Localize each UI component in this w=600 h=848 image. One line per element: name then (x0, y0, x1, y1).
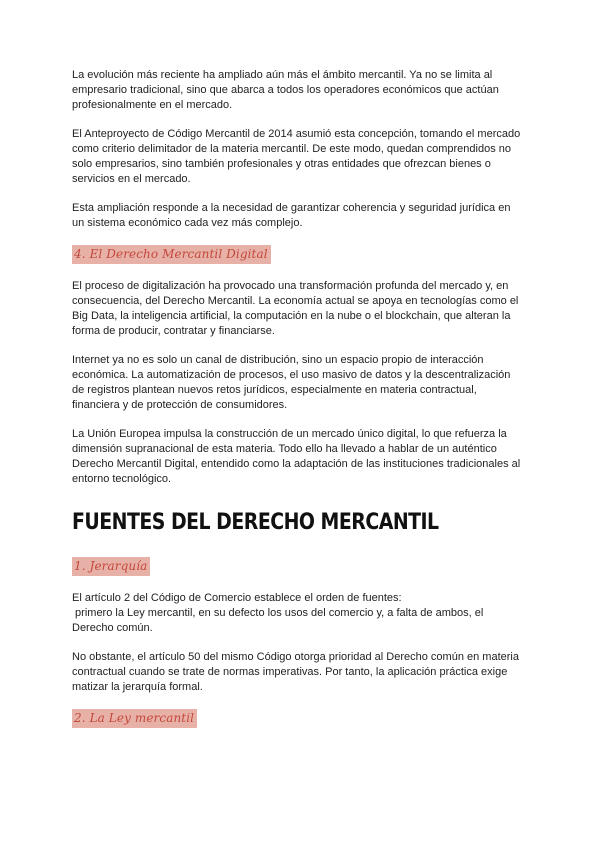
section-4-heading: 4. El Derecho Mercantil Digital (72, 245, 271, 264)
paragraph (72, 353, 528, 413)
text-line: solo empresarios, sino también profesionales y otras entidades que ofrezcan bienes o (72, 158, 491, 170)
text-line: El artículo 2 del Código de Comercio establece el orden de fuentes: (72, 592, 402, 604)
text-line: forma de producir, contratar y financiarse. (72, 325, 275, 337)
text-line: Derecho Mercantil Digital, entendido como la adaptación de las instituciones tradicionales al (72, 458, 521, 470)
text-line: de registros plantean nuevos retos jurídicos, especialmente en materia contractual, (72, 384, 477, 396)
text-line: consecuencia, del Derecho Mercantil. La economía actual se apoya en tecnologías como el (72, 295, 519, 307)
ley-mercantil-heading: 2. La Ley mercantil (72, 709, 197, 728)
section-4-body (72, 279, 528, 487)
text-line: servicios en el mercado. (72, 173, 191, 185)
text-line: un sistema económico cada vez más complejo. (72, 217, 303, 229)
paragraph (72, 591, 528, 636)
paragraph (72, 650, 528, 695)
text-line: Big Data, la inteligencia artificial, la computación en la nube o el blockchain, que alteran la (72, 310, 511, 322)
text-line: financiera y de protección de consumidores. (72, 399, 288, 411)
section-4-heading-wrap (72, 245, 528, 264)
text-line: Esta ampliación responde a la necesidad de garantizar coherencia y seguridad jurídica en (72, 202, 511, 214)
text-line: La evolución más reciente ha ampliado aún más el ámbito mercantil. Ya no se limita al (72, 69, 493, 81)
ley-mercantil-heading-wrap (72, 709, 528, 728)
text-line: La Unión Europea impulsa la construcción de un mercado único digital, lo que refuerza la (72, 428, 507, 440)
paragraph (72, 68, 528, 113)
paragraph (72, 427, 528, 487)
paragraph (72, 201, 528, 231)
paragraph (72, 127, 528, 187)
jerarquia-body (72, 591, 528, 695)
text-line: empresario tradicional, sino que abarca a todos los operadores económicos que actúan (72, 84, 499, 96)
text-line: No obstante, el artículo 50 del mismo Código otorga prioridad al Derecho común en materia (72, 651, 519, 663)
text-line: como criterio delimitador de la materia mercantil. De este modo, quedan comprendidos no (72, 143, 511, 155)
text-line: contractual cuando se trate de normas imperativas. Por tanto, la aplicación práctica exige (72, 666, 508, 678)
text-line: Internet ya no es solo un canal de distribución, sino un espacio propio de interacción (72, 354, 484, 366)
main-title: FUENTES DEL DERECHO MERCANTIL (72, 510, 439, 535)
paragraph (72, 279, 528, 339)
text-line: matizar la jerarquía formal. (72, 681, 203, 693)
text-line: entorno tecnológico. (72, 473, 172, 485)
jerarquia-heading-wrap (72, 557, 528, 576)
text-line: profesionalmente en el mercado. (72, 99, 233, 111)
text-line: Derecho común. (72, 622, 153, 634)
text-line: primero la Ley mercantil, en su defecto los usos del comercio y, a falta de ambos, el (72, 607, 484, 619)
text-line: El Anteproyecto de Código Mercantil de 2014 asumió esta concepción, tomando el mercado (72, 128, 521, 140)
text-line: económica. La automatización de procesos, el uso masivo de datos y la descentralización (72, 369, 511, 381)
text-line: dimensión supranacional de esta materia. Todo ello ha llevado a hablar de un auténtico (72, 443, 497, 455)
intro-block (72, 68, 528, 231)
text-line: El proceso de digitalización ha provocado una transformación profunda del mercado y, en (72, 280, 509, 292)
jerarquia-heading: 1. Jerarquía (72, 557, 150, 576)
